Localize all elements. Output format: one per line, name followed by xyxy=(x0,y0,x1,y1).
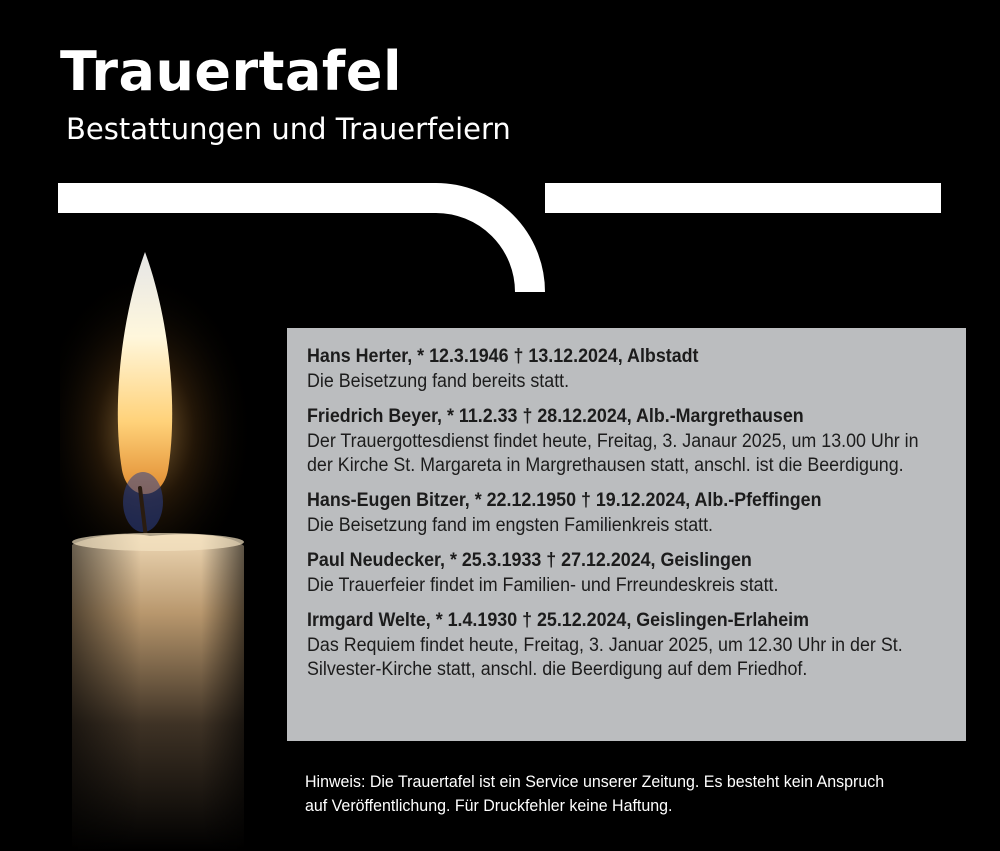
obituary-panel xyxy=(287,328,966,741)
obituary-text: Die Beisetzung fand im engsten Familienkreis statt. xyxy=(307,515,714,536)
disclaimer-notice: Hinweis: Die Trauertafel ist ein Service unserer Zeitung. Es besteht kein Anspruch auf Veröffentlichung. Für Druckfehler keine Haftung. xyxy=(305,772,885,815)
obituary-heading: Hans Herter, * 12.3.1946 † 13.12.2024, Albstadt xyxy=(307,346,699,367)
obituary-entry xyxy=(307,548,950,598)
obituary-heading: Friedrich Beyer, * 11.2.33 † 28.12.2024, Alb.-Margrethausen xyxy=(307,406,804,427)
page-subtitle: Bestattungen und Trauerfeiern xyxy=(66,112,511,146)
obituary-entry xyxy=(307,608,950,682)
obituary-heading: Paul Neudecker, * 25.3.1933 † 27.12.2024, Geislingen xyxy=(307,550,752,571)
decorative-bar-right xyxy=(545,183,941,213)
obituary-entry xyxy=(307,488,950,538)
candle-icon xyxy=(60,240,260,851)
decorative-curve xyxy=(436,183,546,293)
obituary-text: Die Trauerfeier findet im Familien- und Frreundeskreis statt. xyxy=(307,575,779,596)
obituary-text: Die Beisetzung fand bereits statt. xyxy=(307,371,570,392)
decorative-bar-left xyxy=(58,183,436,213)
obituary-text: Der Trauergottesdienst findet heute, Freitag, 3. Janaur 2025, um 13.00 Uhr in der Kirche St. Margareta in Margrethausen statt, anschl. ist die Beerdigung. xyxy=(307,431,919,476)
obituary-entry xyxy=(307,404,950,478)
page-title: Trauertafel xyxy=(60,40,403,103)
obituary-heading: Hans-Eugen Bitzer, * 22.12.1950 † 19.12.2024, Alb.-Pfeffingen xyxy=(307,490,822,511)
obituary-heading: Irmgard Welte, * 1.4.1930 † 25.12.2024, Geislingen-Erlaheim xyxy=(307,610,810,631)
obituary-entry xyxy=(307,344,950,394)
obituary-text: Das Requiem findet heute, Freitag, 3. Januar 2025, um 12.30 Uhr in der St. Silvester-Kirche statt, anschl. die Beerdigung auf dem Friedhof. xyxy=(307,635,903,680)
